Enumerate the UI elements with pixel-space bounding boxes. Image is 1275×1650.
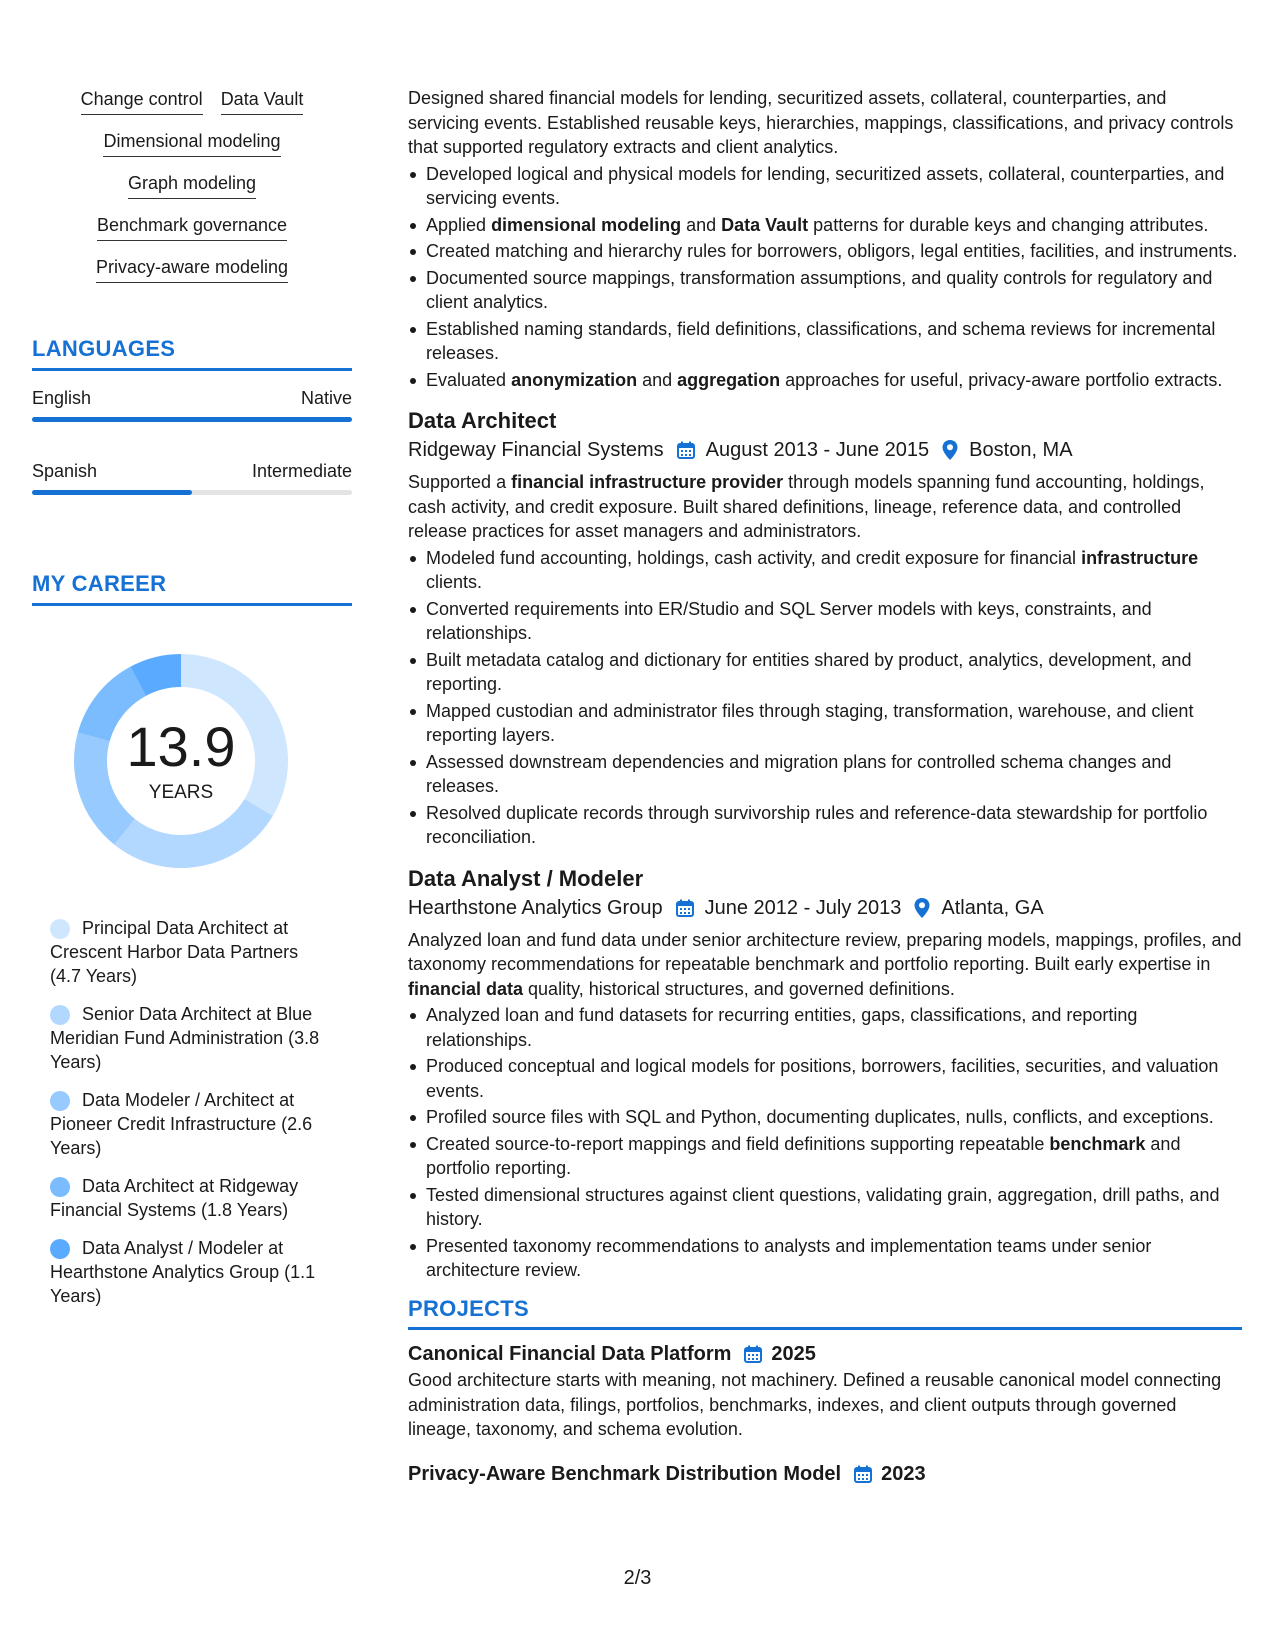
text-run: Resolved duplicate records through survivorship rules and reference-data stewardship for portfolio reconciliation. (426, 802, 1208, 847)
legend-dot (50, 1005, 70, 1025)
calendar-icon (853, 1464, 873, 1484)
company-name: Ridgeway Financial Systems (408, 439, 664, 461)
bullet-item (408, 239, 1242, 264)
career-legend-item (50, 1002, 322, 1074)
text-run: Presented taxonomy recommendations to analysts and implementation teams under senior architecture review. (426, 1235, 1152, 1280)
bullet-item (408, 1234, 1242, 1283)
text-run: clients. (426, 572, 483, 592)
career-total-years: 13.9 (126, 715, 236, 778)
job-meta (408, 894, 1242, 922)
project-entry (408, 1460, 1242, 1488)
text-run: quality, historical structures, and governed definitions. (523, 978, 955, 999)
page-number: 2/3 (623, 1567, 652, 1589)
career-legend-text: Data Modeler / Architect at Pioneer Credit Infrastructure (2.6 Years) (50, 1090, 313, 1158)
bold-text: dimensional modeling (491, 214, 682, 235)
text-run: Profiled source files with SQL and Python, documenting duplicates, nulls, conflicts, and exceptions. (426, 1107, 1214, 1127)
calendar-icon (676, 440, 696, 460)
career-legend-item (50, 1088, 322, 1160)
project-description: Good architecture starts with meaning, not machinery. Defined a reusable canonical model connecting administration data, filings, portfolios, benchmarks, indexes, and client outputs through governed lineage, taxonomy, and schema evolution. (408, 1370, 1222, 1439)
project-header (408, 1340, 1242, 1368)
bullet-item (408, 801, 1242, 850)
project-entry (408, 1340, 1242, 1442)
bullet-item (408, 1003, 1242, 1052)
job-entry (408, 86, 1242, 392)
text-run: Converted requirements into ER/Studio and SQL Server models with keys, constraints, and relationships. (426, 598, 1152, 643)
bullet-item (408, 162, 1242, 211)
text-run: through models spanning fund accounting, holdings, cash activity, and credit exposure. Built shared definitions, lineage, reference data, and controlled release practices for asset managers and administrators. (408, 472, 1205, 541)
location-pin-icon (913, 897, 931, 919)
text-run: Created matching and hierarchy rules for borrowers, obligors, legal entities, facilities, and instruments. (426, 241, 1238, 261)
language-level: Intermediate (251, 461, 352, 481)
bold-text: Data Vault (721, 214, 809, 235)
location-pin-icon (941, 439, 959, 461)
job-bullets (408, 162, 1242, 393)
job-dates: June 2012 - July 2013 (704, 896, 902, 919)
text-run: approaches for useful, privacy-aware portfolio extracts. (780, 369, 1223, 390)
text-run: and (637, 369, 678, 390)
language-bar (32, 490, 352, 495)
calendar-icon (675, 898, 695, 918)
language-bar (32, 417, 352, 422)
left-column (32, 86, 352, 1322)
project-header (408, 1460, 1242, 1488)
project-name: Privacy-Aware Benchmark Distribution Model (408, 1462, 842, 1485)
bullet-item (408, 546, 1242, 595)
skill-tag: Change control (81, 86, 203, 115)
project-year: 2023 (881, 1462, 926, 1485)
career-legend (32, 916, 322, 1308)
career-legend-text: Senior Data Architect at Blue Meridian Fund Administration (3.8 Years) (50, 1004, 320, 1072)
bullet-item (408, 266, 1242, 315)
bullet-item (408, 1054, 1242, 1103)
skill-row (81, 86, 304, 115)
text-run: Established naming standards, field definitions, classifications, and schema reviews for incremental releases. (426, 318, 1216, 363)
skill-tag: Benchmark governance (97, 212, 287, 241)
text-run: Supported a (408, 472, 512, 492)
career-legend-text: Data Architect at Ridgeway Financial Systems (1.8 Years) (50, 1176, 299, 1220)
language-item (32, 385, 352, 422)
text-run: Built metadata catalog and dictionary for entities shared by product, analytics, development, and reporting. (426, 649, 1192, 694)
bold-text: infrastructure (1081, 547, 1199, 568)
career-total-unit: YEARS (148, 782, 214, 803)
company-name: Hearthstone Analytics Group (408, 896, 663, 919)
legend-dot (50, 1177, 70, 1197)
career-legend-text: Principal Data Architect at Crescent Harbor Data Partners (4.7 Years) (50, 918, 299, 986)
bullet-item (408, 368, 1242, 393)
donut-center (66, 646, 296, 876)
bullet-item (408, 597, 1242, 646)
language-bar-fill (32, 490, 192, 495)
skill-row (103, 128, 280, 157)
languages-list (32, 385, 352, 495)
text-run: patterns for durable keys and changing attributes. (808, 214, 1209, 235)
job-entry (408, 864, 1242, 1283)
legend-dot (50, 919, 70, 939)
projects-list (408, 1340, 1242, 1488)
bold-text: financial data (408, 978, 524, 999)
legend-dot (50, 1239, 70, 1259)
bullet-item (408, 317, 1242, 366)
text-run: Analyzed loan and fund datasets for recurring entities, gaps, classifications, and reporting relationships. (426, 1005, 1138, 1050)
career-legend-item (50, 1174, 322, 1222)
right-column (408, 86, 1242, 1488)
language-level: Native (300, 388, 352, 408)
job-summary (408, 928, 1242, 1002)
language-bar-fill (32, 417, 352, 422)
text-run: Designed shared financial models for lending, securitized assets, collateral, counterparties, and servicing events. Established reusable keys, hierarchies, mappings, classifications, and privacy controls that supported regulatory extracts and client analytics. (408, 88, 1234, 157)
skills-list (32, 86, 352, 296)
bold-text: aggregation (677, 369, 781, 390)
project-name: Canonical Financial Data Platform (408, 1343, 732, 1365)
calendar-icon (743, 1344, 763, 1364)
career-legend-item (50, 916, 322, 988)
skill-tag: Graph modeling (128, 170, 256, 199)
text-run: and (681, 214, 722, 235)
skill-row (97, 212, 287, 241)
job-bullets (408, 546, 1242, 850)
job-location: Atlanta, GA (941, 896, 1044, 919)
language-name: English (32, 388, 92, 408)
text-run: Assessed downstream dependencies and migration plans for controlled schema changes and releases. (426, 751, 1172, 796)
job-summary (408, 86, 1242, 160)
text-run: Mapped custodian and administrator files through staging, transformation, warehouse, and client reporting layers. (426, 700, 1194, 745)
skill-tag: Data Vault (221, 86, 304, 115)
text-run: Developed logical and physical models for lending, securitized assets, collateral, counterparties, and servicing events. (426, 163, 1225, 208)
job-location: Boston, MA (969, 439, 1073, 461)
job-title: Data Analyst / Modeler (408, 865, 644, 891)
bullet-item (408, 750, 1242, 799)
text-run: Produced conceptual and logical models for positions, borrowers, facilities, securities, and valuation events. (426, 1056, 1219, 1101)
job-dates: August 2013 - June 2015 (705, 439, 930, 461)
bold-text: benchmark (1049, 1133, 1146, 1154)
career-legend-text: Data Analyst / Modeler at Hearthstone Analytics Group (1.1 Years) (50, 1238, 316, 1306)
legend-dot (50, 1091, 70, 1111)
language-name: Spanish (32, 461, 98, 481)
project-year: 2025 (771, 1343, 816, 1365)
job-bullets (408, 1003, 1242, 1283)
bullet-item (408, 213, 1242, 238)
bold-text: financial infrastructure provider (511, 472, 784, 492)
text-run: Evaluated (426, 369, 512, 390)
career-legend-item (50, 1236, 322, 1308)
skill-tag: Dimensional modeling (103, 128, 280, 157)
text-run: Analyzed loan and fund data under senior architecture review, preparing models, mappings, profiles, and taxonomy recommendations for repeatable benchmark and portfolio reporting. Built early expertise in (408, 929, 1242, 974)
text-run: Modeled fund accounting, holdings, cash activity, and credit exposure for financial (426, 547, 1082, 568)
skill-row (128, 170, 256, 199)
language-item (32, 458, 352, 495)
bullet-item (408, 1105, 1242, 1130)
bullet-item (408, 1183, 1242, 1232)
languages-heading: LANGUAGES (32, 336, 352, 371)
projects-heading: PROJECTS (408, 1297, 1242, 1331)
job-entry (408, 406, 1242, 850)
bullet-item (408, 699, 1242, 748)
career-heading: MY CAREER (32, 571, 352, 606)
bullet-item (408, 1132, 1242, 1181)
job-meta (408, 436, 1242, 464)
bullet-item (408, 648, 1242, 697)
experience-section (408, 86, 1242, 1283)
skill-tag: Privacy-aware modeling (96, 254, 288, 283)
skill-row (96, 254, 288, 283)
text-run: Applied (426, 214, 492, 235)
text-run: Documented source mappings, transformation assumptions, and quality controls for regulatory and client analytics. (426, 267, 1213, 312)
bold-text: anonymization (511, 369, 638, 390)
text-run: Created source-to-report mappings and field definitions supporting repeatable (426, 1133, 1050, 1154)
job-summary (408, 470, 1242, 544)
career-donut-chart (66, 646, 296, 876)
job-title: Data Architect (408, 408, 557, 433)
text-run: Tested dimensional structures against client questions, validating grain, aggregation, drill paths, and history. (426, 1184, 1220, 1229)
text-run: and portfolio reporting. (426, 1133, 1181, 1178)
